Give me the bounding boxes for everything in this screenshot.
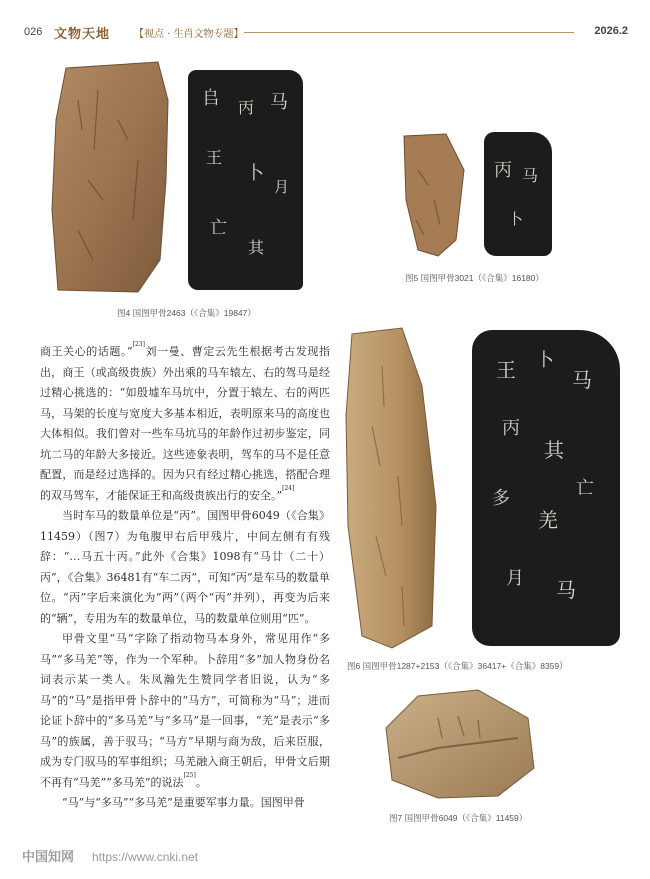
paragraph-1: 商王关心的话题。”[23]刘一曼、曹定云先生根据考古发现指出，商王（或高级贵族）外出乘的马车辕左、右的驾马是经过精心挑选的：“如殷墟车马坑中，分置于辕左、右的两匹马，马架的长度与宽度大多基本相近，表明原来马的高度也大体相似。我们曾对一些车马坑马的年龄作过初步鉴定，同坑二马的年龄大多接近。这些迹象表明，驾车的马不是任意配置，而是经过选择的。因为只有经过精心挑选，搭配合理的双马驾车，才能保证王和高级贵族出行的安全。”[24] — [40, 341, 330, 502]
figure-7 — [378, 688, 538, 800]
cnki-logo: 中国知网 — [22, 850, 75, 865]
figure-5-caption: 图5 国图甲骨3021（《合集》16180） — [405, 273, 544, 283]
paragraph-2: 当时车马的数量单位是“丙”。国图甲骨6049（《合集》11459）（图7）为龟腹甲右后甲残片，中间左侧有有残辞：“…马五十丙。”此外《合集》1098有“马廿（二十）丙”，《合集》36481有“车二丙”，可知“丙”是车马的数量单位。“丙”字后来演化为“两”（两个“丙”并列），再变为后来的“辆”，专用为车的数量单位，马的数量单位则用“匹”。 — [40, 509, 330, 625]
figure-5-rubbing: 丙 马 卜 — [484, 132, 552, 256]
figure-4-rubbing: 𠂤 丙 马 王 卜 月 亡 其 — [188, 70, 303, 290]
magazine-title: 文物天地 — [54, 27, 111, 42]
figure-4-caption: 图4 国图甲骨2463（《合集》19847） — [117, 308, 256, 318]
figure-4 — [48, 60, 308, 295]
footnote-ref-24: [24] — [282, 484, 295, 492]
cnki-url[interactable]: https://www.cnki.net — [92, 850, 199, 864]
footnote-ref-23: [23] — [132, 341, 145, 348]
article-body — [40, 342, 330, 814]
page-number: 026 — [24, 26, 43, 38]
figure-6-caption: 图6 国图甲骨1287+2153（《合集》36417+《合集》8359） — [347, 661, 568, 671]
column-title: 【视点 · 生肖文物专题】 — [134, 29, 244, 40]
footnote-ref-25: [25] — [183, 771, 196, 779]
figure-6-bone-photo — [342, 326, 442, 651]
figure-5-bone-photo — [398, 130, 468, 260]
issue-date: 2026.2 — [594, 25, 628, 37]
figure-4-bone-photo — [48, 60, 173, 295]
figure-5 — [398, 130, 558, 260]
figure-6 — [342, 326, 632, 651]
figure-6-rubbing: 王 卜 马 丙 其 多 羌 亡 月 马 — [472, 330, 620, 646]
paragraph-3: 甲骨文里“马”字除了指动物马本身外，常见用作“多马”“多马羌”等，作为一个军种。卜辞用“多”加人物身份名词表示某一类人。朱凤瀚先生赞同学者旧说，认为“多马”的“马”是指甲骨卜辞中的“马方”，可简称为“马”；进而论证卜辞中的“多马羌”与“多马”是一回事，“羌”是表示“多马”的族属，善于驭马；“马方”早期与商为敌，后来臣服，成为专门驭马的军事组织；马羌融入商王朝后，甲骨文后期不再有“马羌”“多马羌”的说法[25]。 — [40, 632, 330, 789]
figure-7-caption: 图7 国图甲骨6049（《合集》11459） — [389, 813, 528, 823]
header-rule — [244, 32, 574, 33]
figure-7-bone-photo — [378, 688, 538, 800]
paragraph-4: “马”与“多马”“多马羌”是重要军事力量。国图甲骨 — [62, 796, 305, 809]
page-header — [24, 22, 628, 44]
